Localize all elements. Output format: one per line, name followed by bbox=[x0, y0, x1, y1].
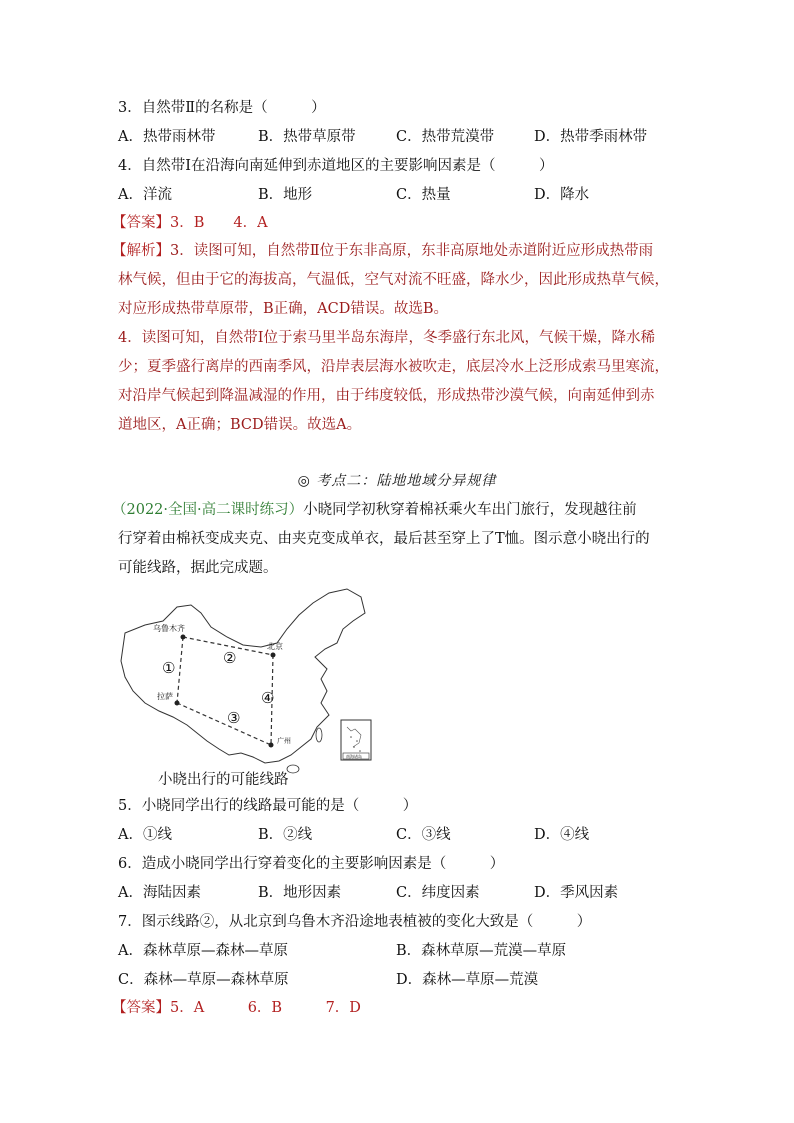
analysis-line-1 bbox=[112, 241, 653, 261]
answer-label: 【答案】 bbox=[112, 1000, 170, 1016]
route-3-line bbox=[177, 703, 271, 745]
question-3-stem: 3．自然带Ⅱ的名称是（ ） bbox=[118, 100, 326, 116]
city-label-beijing: 北京 bbox=[267, 642, 283, 651]
q4-option-a: A．洋流 bbox=[118, 187, 172, 203]
source-tag: （2022·全国·高二课时练习） bbox=[112, 502, 304, 518]
q6-option-d: D．季风因素 bbox=[534, 885, 619, 901]
answer-text: 5．A 6．B 7．D bbox=[170, 1000, 361, 1016]
inset-label: 南海诸岛 bbox=[346, 754, 362, 759]
q5-option-d: D．④线 bbox=[534, 827, 590, 843]
route-1-label: ① bbox=[162, 659, 176, 677]
city-point-lhasa bbox=[175, 701, 180, 706]
city-label-guangzhou: 广州 bbox=[277, 737, 291, 745]
q6-option-b: B．地形因素 bbox=[258, 885, 342, 901]
answer-block-2 bbox=[112, 998, 361, 1018]
question-6-stem: 6．造成小晓同学出行穿着变化的主要影响因素是（ ） bbox=[118, 856, 505, 872]
inset-island-dot bbox=[356, 740, 358, 742]
q5-option-b: B．②线 bbox=[258, 827, 313, 843]
q5-option-a: A．①线 bbox=[118, 827, 172, 843]
q4-option-b: B．地形 bbox=[258, 187, 313, 203]
analysis-text: 3．读图可知，自然带Ⅱ位于东非高原，东非高原地处赤道附近应形成热带雨 bbox=[170, 243, 654, 259]
analysis-line-6: 对沿岸气候起到降温减湿的作用，由于纬度较低，形成热带沙漠气候，向南延伸到赤 bbox=[118, 388, 655, 404]
q5-option-c: C．③线 bbox=[396, 827, 451, 843]
analysis-line-2: 林气候，但由于它的海拔高，气温低，空气对流不旺盛，降水少，因此形成热草气候， bbox=[118, 272, 669, 288]
map-caption: 小晓出行的可能线路 bbox=[158, 772, 289, 788]
q7-option-d: D．森林—草原—荒漠 bbox=[396, 972, 539, 988]
analysis-line-4: 4．读图可知，自然带Ⅰ位于索马里半岛东海岸，冬季盛行东北风，气候干燥，降水稀 bbox=[118, 330, 655, 346]
section-title: ◎ 考点二：陆地地域分异规律 bbox=[297, 473, 497, 489]
answer-label: 【答案】 bbox=[112, 215, 170, 231]
intro-line-1 bbox=[112, 500, 637, 520]
question-5-stem: 5．小晓同学出行的线路最可能的是（ ） bbox=[118, 798, 418, 814]
answer-block-1 bbox=[112, 213, 268, 233]
answer-text: 3．B 4．A bbox=[170, 215, 268, 231]
q4-option-d: D．降水 bbox=[534, 187, 590, 203]
q6-option-a: A．海陆因素 bbox=[118, 885, 201, 901]
question-4-stem: 4．自然带Ⅰ在沿海向南延伸到赤道地区的主要影响因素是（ ） bbox=[118, 158, 554, 174]
question-7-stem: 7．图示线路②，从北京到乌鲁木齐沿途地表植被的变化大致是（ ） bbox=[118, 914, 592, 930]
intro-line-3: 可能线路，据此完成题。 bbox=[118, 560, 278, 576]
q7-option-a: A．森林草原—森林—草原 bbox=[118, 943, 288, 959]
city-label-lhasa: 拉萨 bbox=[157, 692, 173, 701]
q3-option-d: D．热带季雨林带 bbox=[534, 129, 648, 145]
q3-option-c: C．热带荒漠带 bbox=[396, 129, 495, 145]
intro-text: 小晓同学初秋穿着棉袄乘火车出门旅行，发现越往前 bbox=[303, 502, 637, 518]
route-map bbox=[115, 585, 393, 790]
q7-option-b: B．森林草原—荒漠—草原 bbox=[396, 943, 567, 959]
route-4-label: ④ bbox=[261, 689, 275, 707]
city-point-beijing bbox=[271, 653, 276, 658]
q4-option-c: C．热量 bbox=[396, 187, 451, 203]
inset-island-dot bbox=[350, 736, 352, 738]
q7-option-c: C．森林—草原—森林草原 bbox=[118, 972, 289, 988]
city-label-urumqi: 乌鲁木齐 bbox=[153, 624, 185, 633]
q3-option-b: B．热带草原带 bbox=[258, 129, 356, 145]
analysis-line-7: 道地区，A正确；BCD错误。故选A。 bbox=[118, 417, 362, 433]
city-point-urumqi bbox=[181, 635, 186, 640]
inset-island-dot bbox=[359, 750, 361, 752]
city-point-guangzhou bbox=[269, 743, 274, 748]
china-outline bbox=[121, 589, 365, 763]
taiwan-island bbox=[316, 728, 322, 742]
route-1-line bbox=[177, 637, 183, 703]
analysis-line-3: 对应形成热带草原带，B正确，ACD错误。故选B。 bbox=[118, 301, 449, 317]
intro-line-2: 行穿着由棉袄变成夹克、由夹克变成单衣，最后甚至穿上了T恤。图示意小晓出行的 bbox=[118, 531, 650, 547]
analysis-label: 【解析】 bbox=[112, 243, 170, 259]
q6-option-c: C．纬度因素 bbox=[396, 885, 480, 901]
analysis-line-5: 少；夏季盛行离岸的西南季风，沿岸表层海水被吹走，底层冷水上泛形成索马里寒流， bbox=[118, 359, 669, 375]
q3-option-a: A．热带雨林带 bbox=[118, 129, 216, 145]
route-3-label: ③ bbox=[227, 709, 241, 727]
route-2-label: ② bbox=[223, 649, 237, 667]
inset-island-dot bbox=[353, 746, 355, 748]
